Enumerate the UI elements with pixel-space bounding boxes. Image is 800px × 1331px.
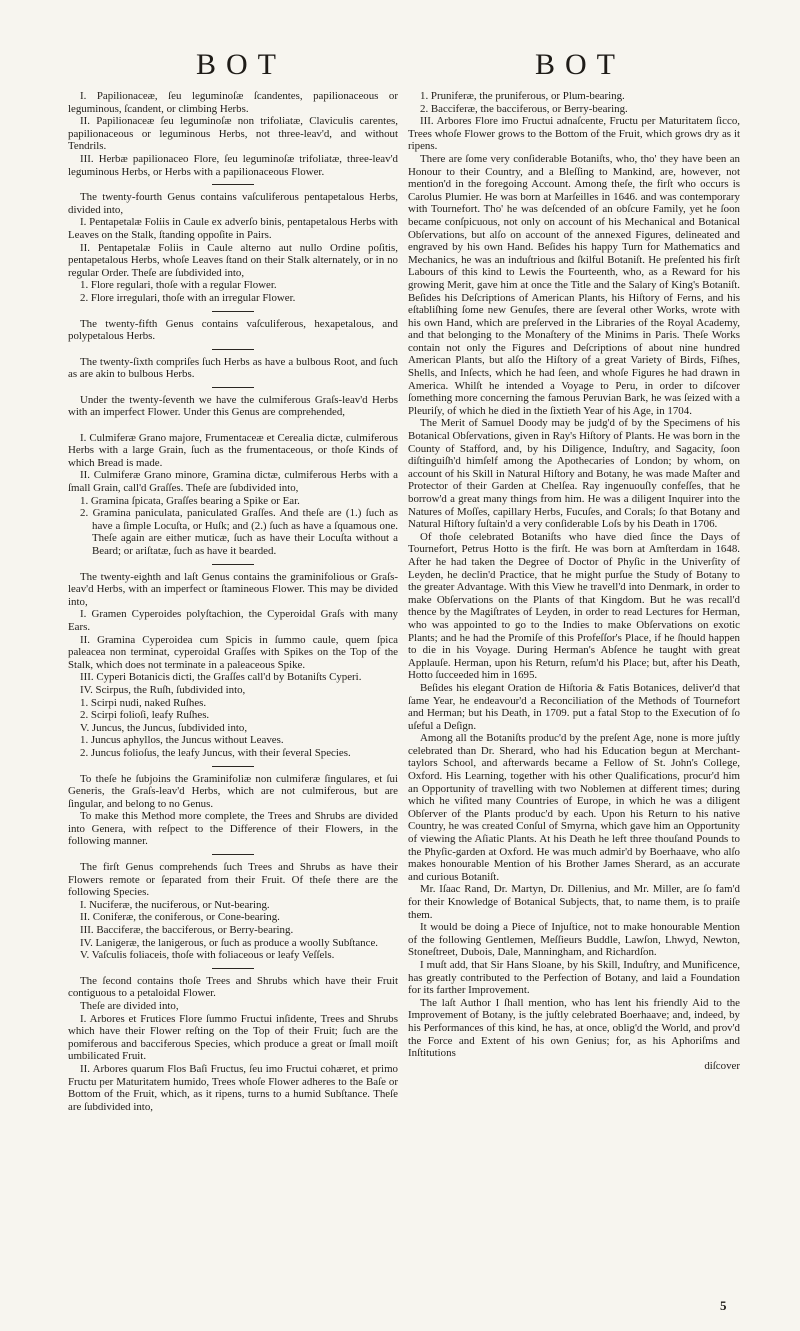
paragraph: Beſides his elegant Oration de Hiſtoria & Fatis Botanices, deliver'd that ſame Year, he endeavour'd a Reconciliation of the Methods of Tournefort and Herman; but his Death, in 1709. put a fatal Stop to the Execution of ſo uſeful a Deſign. — [408, 681, 740, 732]
paragraph: I. Arbores et Frutices Flore ſummo Fructui inſidente, Trees and Shrubs which have their Flower reſting on the Top of their Fruit; ſuch are the pomiferous and bacciferous Species, which produce a great or ſmall moiſt umbilicated Fruit. — [68, 1012, 398, 1063]
paragraph: III. Bacciferæ, the bacciferous, or Berry-bearing. — [80, 924, 294, 937]
paragraph: I. Pentapetalæ Foliis in Caule ex adverſo binis, pentapetalous Herbs with Leaves on the Stalk, ſtanding oppoſite in Pairs. — [68, 216, 398, 241]
section-divider — [212, 387, 254, 388]
paragraph: The twenty-ſixth compriſes ſuch Herbs as have a bulbous Root, and ſuch as are akin to bulbous Herbs. — [68, 355, 398, 381]
paragraph: The ſecond contains thoſe Trees and Shrubs which have their Fruit contiguous to a petaloidal Flower. — [68, 974, 398, 1000]
page-number: 5 — [720, 1298, 727, 1313]
paragraph: Under the twenty-ſeventh we have the culmiferous Graſs-leav'd Herbs with an imperfect Flower. Under this Genus are comprehended, — [68, 393, 398, 419]
paragraph: III. Herbæ papilionaceo Flore, ſeu leguminoſæ trifoliatæ, three-leav'd leguminous Herbs, or Herbs with a papilionaceous Flower. — [68, 152, 398, 178]
section-divider — [212, 349, 254, 350]
paragraph: I. Nuciferæ, the nuciferous, or Nut-bearing. — [80, 898, 270, 911]
running-header — [0, 48, 800, 88]
paragraph: The laſt Author I ſhall mention, who has lent his friendly Aid to the Improvement of Botany, is the juſtly celebrated Boerhaave; and, indeed, by his Performances of this kind, he has, at once, oblig'd the World, and prov'd the Force and Extent of his own Genius; for, as his Aphoriſms and Inſtitutions — [408, 996, 740, 1060]
left-column — [68, 90, 398, 1113]
paragraph: I. Gramen Cyperoides polyſtachion, the Cyperoidal Graſs with many Ears. — [68, 608, 398, 633]
paragraph: To theſe he ſubjoins the Graminifoliæ non culmiferæ ſingulares, et ſui Generis, the Graſs-leav'd Herbs, which are not culmiferous, but are ſingular, and belong to no Genus. — [68, 772, 398, 810]
paragraph: It would be doing a Piece of Injuſtice, not to make honourable Mention of the following Gentlemen, Meſſieurs Buddle, Lawſon, Lhwyd, Newton, Stoneſtreet, Dubois, Dale, Manningham, and Richardſon. — [408, 921, 740, 959]
header-left: BOT — [196, 48, 286, 81]
paragraph: I. Culmiferæ Grano majore, Frumentaceæ et Cerealia dictæ, culmiferous Herbs with a large Grain, ſuch as the frumentaceous, or thoſe Kinds of which Bread is made. — [68, 431, 398, 469]
paragraph: The Merit of Samuel Doody may be judg'd of by the Specimens of his Botanical Obſervations, given in Ray's Hiſtory of Plants. He was born in the County of Stafford, and, by his Diligence, Induſtry, and Sagacity, ſoon diſtinguiſh'd himſelf among the Apothecaries of London; by whom, on account of his Skill in Natural Hiſtory and Botany, he was made Maſter and Protector of their Garden at Chelſea. Ray ingenuouſly confeſſes, that he borrow'd a great many things from him. He was a diligent Inquirer into the Natures of Moſſes, capillary Herbs, Fucuſes, and Corals; ſo that Botany and Natural Hiſtory ſuſtain'd a very conſiderable Loſs by his Death in 1706. — [408, 417, 740, 531]
section-divider — [212, 564, 254, 565]
paragraph: III. Cyperi Botanicis dicti, the Graſſes call'd by Botaniſts Cyperi. — [80, 671, 362, 684]
paragraph: The firſt Genus comprehends ſuch Trees and Shrubs as have their Flowers remote or ſeparated from their Fruit. Of theſe there are the following Species. — [68, 861, 398, 899]
paragraph: The twenty-eighth and laſt Genus contains the graminifolious or Graſs-leav'd Herbs, with an imperfect or ſtamineous Flower. This may be divided into, — [68, 570, 398, 608]
paragraph: II. Pentapetalæ Foliis in Caule alterno aut nullo Ordine poſitis, pentapetalous Herbs, whoſe Leaves ſtand on their Stalk alternately, or in no regular Order. Theſe are ſubdivided into, — [68, 241, 398, 279]
paragraph: 2. Juncus folioſus, the leafy Juncus, with their ſeveral Species. — [80, 746, 351, 759]
paragraph: The twenty-fifth Genus contains vaſculiferous, hexapetalous, and polypetalous Herbs. — [68, 317, 398, 343]
section-divider — [212, 184, 254, 185]
paragraph: V. Juncus, the Juncus, ſubdivided into, — [80, 721, 248, 734]
paragraph: I. Papilionaceæ, ſeu leguminoſæ ſcandentes, papilionaceous or leguminous, ſcandent, or climbing Herbs. — [68, 90, 398, 115]
paragraph: IV. Scirpus, the Ruſh, ſubdivided into, — [80, 683, 246, 696]
paragraph: I muſt add, that Sir Hans Sloane, by his Skill, Induſtry, and Munificence, has greatly contributed to the Perfection of Botany, and laid a Foundation for its farther Improvement. — [408, 958, 740, 997]
paragraph: 2. Scirpi folioſi, leafy Ruſhes. — [80, 709, 210, 722]
paragraph: III. Arbores Flore imo Fructui adnaſcente, Fructu per Maturitatem ſicco, Trees whoſe Flower grows to the Bottom of the Fruit, which grows dry as it ripens. — [408, 115, 740, 153]
paragraph: II. Culmiferæ Grano minore, Gramina dictæ, culmiferous Herbs with a ſmall Grain, call'd Graſſes. Theſe are ſubdivided into, — [68, 469, 398, 495]
paragraph: 1. Juncus aphyllos, the Juncus without Leaves. — [80, 734, 284, 747]
paragraph: 2. Bacciferæ, the bacciferous, or Berry-bearing. — [420, 102, 628, 115]
paragraph: To make this Method more complete, the Trees and Shrubs are divided into Genera, with reſpect to the Difference of their Flowers, in the following manner. — [68, 810, 398, 848]
paragraph: 1. Gramina ſpicata, Graſſes bearing a Spike or Ear. — [80, 494, 300, 507]
paragraph: Theſe are divided into, — [80, 1000, 179, 1012]
paragraph: II. Gramina Cyperoidea cum Spicis in ſummo caule, quem ſpica paleacea non terminat, cyperoidal Graſſes with Spikes on the Top of the Stalk, which does not terminate in a paleaceous Spike. — [68, 633, 398, 671]
paragraph: The twenty-fourth Genus contains vaſculiferous pentapetalous Herbs, divided into, — [68, 191, 398, 216]
right-column — [408, 90, 740, 1072]
paragraph: 2. Flore irregulari, thoſe with an irregular Flower. — [80, 291, 296, 304]
section-divider — [212, 766, 254, 767]
paragraph: There are ſome very conſiderable Botaniſts, who, tho' they have been an Honour to their Country, and a Bleſſing to Mankind, are, however, not mention'd in the foregoing Account. Among theſe, the firſt who occurs is Carolus Plumier. He was born at Marſeilles in 1646. and was contemporary with Tournefort. Tho' he was deſcended of an obſcure Family, yet he ſoon became conſpicuous, not only on account of his Mechanical and Botanical Obſervations, but alſo on account of the annexed Figures, delineated and engraved by his own Hand. Beſides his happy Turn for Mathematics and Mechanics, he was an induſtrious and ſkilful Botaniſt. He preſented his firſt Labours of this kind to Lewis the Fourteenth, who, as a Reward for his growing Merit, gave him at once the Title and the Salary of King's Botaniſt. Beſides his Deſcriptions of American Plants, his Hiſtory of Ferns, and his eſtabliſhing ſome new Genuſes, there are ſeveral other Works, wrote with his own Hand, which are preſerved in the Libraries of the Royal Academy, and that belonging to the Monaſtery of the Minims in Paris. Theſe Works contain not only the Figures and Deſcriptions of about nine hundred American Plants, but alſo the Hiſtory of a great Variety of Birds, Fiſhes, Shells, and Inſects, which he had ſeen, and whoſe Figures he had drawn in America. Whilſt he intended a Voyage to Peru, in order to diſcover ſomething more concerning the famous Peruvian Bark, he was ſeized with a Pleuriſy, of which he died in the ſixtieth Year of his Age, in 1704. — [408, 152, 740, 417]
paragraph: Among all the Botaniſts produc'd by the preſent Age, none is more juſtly celebrated than Dr. Sherard, who had his Education begun at Merchant-taylors School, and afterwards became a Fellow of St. John's College, Oxford. His Learning, together with his other Qualifications, procur'd him an Opportunity of travelling with two Noblemen at different times; during which he viſited many Countries of Europe, in which he was a diligent Obſerver of the Plants produc'd by each. Upon his Return to his native Country, he was created Conſul of Smyrna, which gave him an Opportunity of viewing the Aſiatic Plants. At his Death he left three thouſand Pounds to the Phyſic-garden at Oxford. He was much admir'd by Boerhaave, who alſo makes honourable Mention of his Brother James Sherard, as an accurate and curious Botaniſt. — [408, 732, 740, 883]
paragraph: IV. Lanigeræ, the lanigerous, or ſuch as produce a woolly Subſtance. — [80, 936, 379, 949]
paragraph: Of thoſe celebrated Botaniſts who have died ſince the Days of Tournefort, Petrus Hotto is the firſt. He was born at Amſterdam in 1648. After he had taken the Degree of Doctor of Phyſic in the Univerſity of Leyden, he declin'd Practice, that he might purſue the Study of Botany to the greater Advantage. With this View he travell'd into Denmark, in order to make Obſervations on the Plants of that Kingdom. But he was recall'd thence by the Magiſtrates of Leyden, in order to read Lectures for Herman, who was appointed to go to the Indies to make Obſervations on exotic Plants; and he had the Promiſe of this Profeſſor's Place, if he ſhould happen to die in his Voyage. During Herman's Abſence he taught with great Applauſe. Herman, upon his Return, reſum'd his Place; but, after his Death, Hotto ſucceeded him in 1695. — [408, 530, 740, 682]
paragraph: 2. Gramina paniculata, paniculated Graſſes. And theſe are (1.) ſuch as have a ſimple Locuſta, or Huſk; and (2.) ſuch as have a ſquamous one. Theſe again are either muticæ, ſuch as have their Locuſta without a Beard; or ariſtatæ, ſuch as have it bearded. — [80, 507, 398, 557]
paragraph: 1. Flore regulari, thoſe with a regular Flower. — [80, 279, 277, 292]
paragraph: II. Coniferæ, the coniferous, or Cone-bearing. — [80, 911, 280, 924]
section-divider — [212, 854, 254, 855]
spacer — [68, 419, 398, 432]
header-right: BOT — [535, 48, 625, 81]
paragraph: Mr. Iſaac Rand, Dr. Martyn, Dr. Dillenius, and Mr. Miller, are ſo fam'd for their Knowledge of Botanical Subjects, that, to name them, is to praiſe them. — [408, 883, 740, 921]
catchword: diſcover — [704, 1059, 740, 1072]
paragraph: V. Vaſculis foliaceis, thoſe with foliaceous or leafy Veſſels. — [80, 949, 335, 962]
paragraph: 1. Scirpi nudi, naked Ruſhes. — [80, 696, 207, 709]
paragraph: II. Arbores quarum Flos Baſi Fructus, ſeu imo Fructui cohæret, et primo Fructu per Maturitatem humido, Trees whoſe Flower adheres to the Baſe or Bottom of the Fruit, which, as it ripens, turns to a humid Subſtance. Theſe are ſubdivided into, — [68, 1062, 398, 1113]
paragraph: II. Papilionaceæ ſeu leguminoſæ non trifoliatæ, Claviculis carentes, papilionaceous or leguminous Herbs, not three-leav'd, and without Tendrils. — [68, 115, 398, 153]
paragraph: 1. Pruniferæ, the pruniferous, or Plum-bearing. — [420, 90, 625, 102]
section-divider — [212, 968, 254, 969]
section-divider — [212, 311, 254, 312]
